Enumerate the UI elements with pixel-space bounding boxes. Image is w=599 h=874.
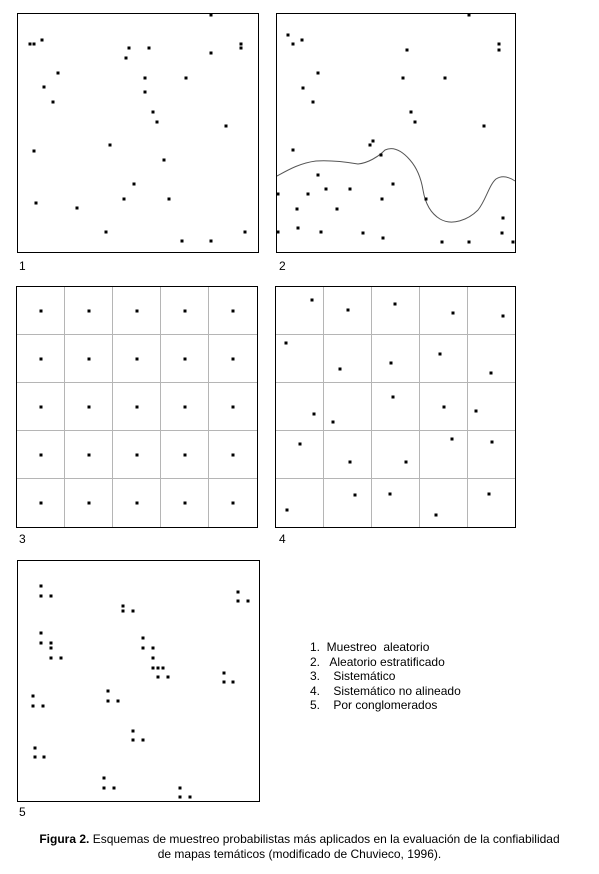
sample-point-panel-5 [189,796,192,799]
sample-point-panel-4 [405,461,408,464]
sample-point-panel-2 [402,77,405,80]
sample-point-panel-1 [125,57,128,60]
sample-point-panel-4 [394,303,397,306]
legend [310,640,461,713]
sample-point-panel-4 [439,353,442,356]
sample-point-panel-4 [390,362,393,365]
sample-point-panel-3 [136,454,139,457]
sample-point-panel-1 [168,198,171,201]
sample-point-panel-1 [33,43,36,46]
sample-point-panel-1 [128,47,131,50]
sample-point-panel-3 [184,358,187,361]
legend-item-1: 1. Muestreo aleatorio [310,640,430,654]
sample-point-panel-1 [244,231,247,234]
sample-point-panel-5 [60,657,63,660]
sample-point-panel-2 [362,232,365,235]
sample-point-panel-3 [40,502,43,505]
figure-caption [0,832,599,862]
sample-point-panel-4 [475,410,478,413]
sample-point-panel-1 [33,150,36,153]
sample-point-panel-4 [392,396,395,399]
sample-point-panel-2 [444,77,447,80]
sample-point-panel-5 [132,730,135,733]
caption-line-1: Esquemas de muestreo probabilistas más aplicados en la evaluación de la confiabilidad [89,832,560,846]
sample-point-panel-4 [443,406,446,409]
sample-point-panel-5 [42,705,45,708]
sample-point-panel-5 [237,600,240,603]
sample-point-panel-2 [501,232,504,235]
sample-point-panel-1 [43,86,46,89]
sample-point-panel-1 [76,207,79,210]
sample-point-panel-4 [389,493,392,496]
sample-point-panel-1 [225,125,228,128]
sample-point-panel-3 [184,310,187,313]
sample-point-panel-5 [103,787,106,790]
sample-point-panel-5 [223,672,226,675]
sample-point-panel-5 [247,600,250,603]
sample-point-panel-4 [452,312,455,315]
sample-point-panel-5 [179,796,182,799]
sample-point-panel-5 [40,595,43,598]
sample-point-panel-5 [157,676,160,679]
sample-point-panel-2 [414,121,417,124]
sample-point-panel-3 [88,358,91,361]
sample-point-panel-3 [88,406,91,409]
sample-point-panel-4 [311,299,314,302]
sample-point-panel-2 [502,217,505,220]
sample-point-panel-5 [157,667,160,670]
panel-number-3: 3 [19,532,26,546]
sample-point-panel-1 [109,144,112,147]
sample-point-panel-4 [451,438,454,441]
sample-point-panel-5 [122,605,125,608]
sample-point-panel-2 [498,43,501,46]
sample-point-panel-3 [40,406,43,409]
sample-point-panel-5 [103,777,106,780]
sample-point-panel-5 [40,642,43,645]
sample-point-panel-5 [142,739,145,742]
panel-number-2: 2 [279,259,286,273]
sample-point-panel-3 [88,310,91,313]
sample-point-panel-4 [490,372,493,375]
sample-point-panel-2 [441,241,444,244]
stratum-boundary-line [277,149,515,222]
sample-point-panel-3 [184,454,187,457]
sample-point-panel-4 [502,315,505,318]
sample-point-panel-5 [50,657,53,660]
figure-label: Figura 2. [39,832,90,846]
sample-point-panel-5 [152,657,155,660]
sample-point-panel-2 [392,183,395,186]
sample-point-panel-5 [50,642,53,645]
sample-point-panel-4 [349,461,352,464]
sample-point-panel-2 [296,208,299,211]
sample-point-panel-4 [332,421,335,424]
sample-point-panel-4 [299,443,302,446]
sample-point-panel-5 [142,637,145,640]
sample-point-panel-1 [156,121,159,124]
sample-point-panel-3 [232,310,235,313]
sample-point-panel-1 [148,47,151,50]
sample-point-panel-1 [210,52,213,55]
caption-line-2: de mapas temáticos (modificado de Chuvieco, 1996). [157,847,442,861]
panel-number-5: 5 [19,805,26,819]
sample-point-panel-5 [122,610,125,613]
sample-point-panel-2 [307,193,310,196]
sample-point-panel-1 [144,77,147,80]
sample-point-panel-5 [152,667,155,670]
sample-point-panel-2 [483,125,486,128]
sample-point-panel-1 [105,231,108,234]
sample-point-panel-5 [34,756,37,759]
sample-point-panel-2 [381,198,384,201]
sample-point-panel-2 [312,101,315,104]
sample-point-panel-2 [512,241,515,244]
sample-point-panel-5 [117,700,120,703]
sample-point-panel-2 [317,174,320,177]
sample-point-panel-2 [287,34,290,37]
sample-point-panel-3 [232,502,235,505]
sample-point-panel-5 [162,667,165,670]
sample-point-panel-1 [123,198,126,201]
sample-point-panel-2 [292,43,295,46]
sample-point-panel-1 [240,47,243,50]
sample-point-panel-4 [354,494,357,497]
sample-point-panel-3 [88,454,91,457]
sample-point-panel-1 [29,43,32,46]
sample-point-panel-2 [382,237,385,240]
sample-point-panel-5 [132,739,135,742]
sample-point-panel-1 [133,183,136,186]
sample-point-panel-5 [107,700,110,703]
sample-point-panel-1 [210,240,213,243]
sample-point-panel-1 [240,43,243,46]
sample-point-panel-5 [142,647,145,650]
sample-point-panel-5 [237,591,240,594]
sample-point-panel-2 [317,72,320,75]
sample-point-panel-2 [277,193,280,196]
sample-point-panel-3 [136,406,139,409]
sample-point-panel-2 [292,149,295,152]
sample-point-panel-3 [136,358,139,361]
sample-point-panel-2 [372,140,375,143]
sample-point-panel-3 [136,502,139,505]
sample-point-panel-5 [32,705,35,708]
sample-point-panel-4 [286,509,289,512]
panel-number-4: 4 [279,532,286,546]
sample-point-panel-2 [406,49,409,52]
sample-point-panel-3 [232,406,235,409]
sample-point-panel-3 [184,406,187,409]
sample-point-panel-2 [302,87,305,90]
sample-point-panel-3 [136,310,139,313]
sample-point-panel-4 [435,514,438,517]
sample-point-panel-4 [285,342,288,345]
sample-point-panel-3 [40,454,43,457]
sample-point-panel-1 [35,202,38,205]
sample-point-panel-5 [223,681,226,684]
sample-point-panel-5 [107,690,110,693]
sample-point-panel-2 [301,39,304,42]
sample-point-panel-5 [179,787,182,790]
sample-point-panel-5 [152,647,155,650]
sample-point-panel-5 [32,695,35,698]
sample-point-panel-1 [57,72,60,75]
sample-point-panel-2 [468,14,471,17]
sample-point-panel-1 [210,14,213,17]
sample-point-panel-1 [52,101,55,104]
legend-item-2: 2. Aleatorio estratificado [310,654,445,669]
sample-point-panel-1 [163,159,166,162]
sample-point-panel-2 [468,241,471,244]
sample-point-panel-2 [498,49,501,52]
sample-point-panel-5 [43,756,46,759]
sample-point-panel-3 [40,358,43,361]
sample-point-panel-2 [325,188,328,191]
sample-point-panel-2 [297,227,300,230]
sample-point-panel-5 [50,595,53,598]
sample-point-panel-1 [144,91,147,94]
sample-point-panel-4 [488,493,491,496]
sample-point-panel-2 [320,231,323,234]
sample-point-panel-1 [152,111,155,114]
sample-point-panel-4 [347,309,350,312]
sample-point-panel-2 [336,208,339,211]
sample-point-panel-2 [369,144,372,147]
sample-point-panel-4 [313,413,316,416]
sample-point-panel-3 [88,502,91,505]
sample-point-panel-4 [491,441,494,444]
sample-point-panel-3 [40,310,43,313]
sample-point-panel-5 [132,610,135,613]
sample-point-panel-2 [380,154,383,157]
sample-point-panel-2 [349,188,352,191]
legend-item-4: 4. Sistemático no alineado [310,683,461,698]
sample-point-panel-3 [232,358,235,361]
sample-point-panel-5 [40,632,43,635]
sample-point-panel-2 [425,198,428,201]
legend-item-3: 3. Sistemático [310,669,396,684]
sample-point-panel-4 [339,368,342,371]
sample-point-panel-1 [41,39,44,42]
sample-point-panel-1 [181,240,184,243]
sample-point-panel-5 [232,681,235,684]
legend-item-5: 5. Por conglomerados [310,698,438,713]
sample-point-panel-2 [277,231,280,234]
sample-point-panel-5 [113,787,116,790]
sample-point-panel-5 [40,585,43,588]
sample-point-panel-5 [167,676,170,679]
sample-point-panel-3 [232,454,235,457]
sample-point-panel-2 [410,111,413,114]
sample-point-panel-1 [185,77,188,80]
panel-4-grid [276,287,515,527]
sample-point-panel-5 [50,647,53,650]
sample-point-panel-3 [184,502,187,505]
sample-point-panel-5 [34,747,37,750]
panel-number-1: 1 [19,259,26,273]
